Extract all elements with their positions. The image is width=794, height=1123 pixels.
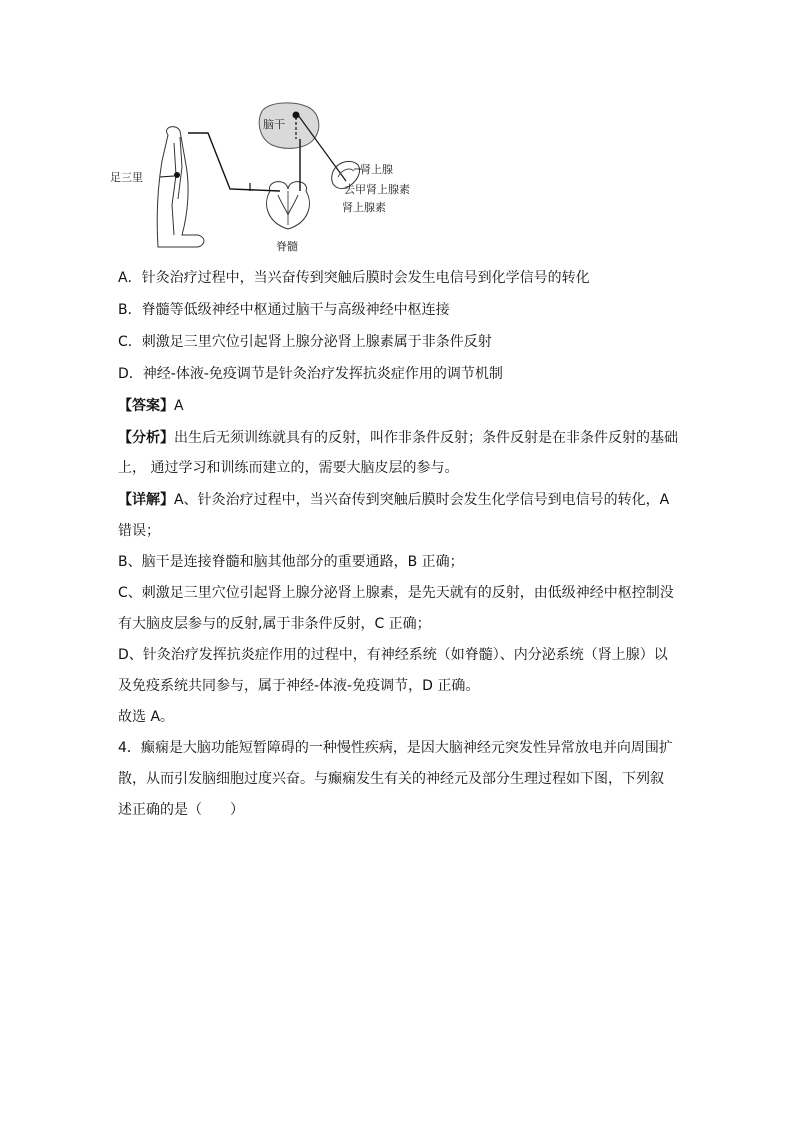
detail-a-line-1	[118, 490, 678, 510]
adrenal-gland-label: 肾上腺	[360, 163, 393, 176]
zusanli-point	[174, 172, 180, 178]
epinephrine-label: 肾上腺素	[342, 201, 386, 214]
analysis-tag: 【分析】	[118, 430, 174, 446]
detail-b: B、脑干是连接脊髓和脑其他部分的重要通路，B 正确；	[118, 554, 464, 570]
option-d: D．神经-体液-免疫调节是针灸治疗发挥抗炎症作用的调节机制	[118, 366, 503, 382]
brainstem-label: 脑干	[263, 118, 285, 131]
analysis-line-2: 上， 通过学习和训练而建立的，需要大脑皮层的参与。	[118, 460, 459, 476]
question-4-line-1: 4．癫痫是大脑功能短暂障碍的一种慢性疾病，是因大脑神经元突发性异常放电并向周围扩	[118, 740, 673, 756]
option-a: A．针灸治疗过程中，当兴奋传到突触后膜时会发生电信号到化学信号的转化	[118, 270, 590, 286]
option-b: B．脊髓等低级神经中枢通过脑干与高级神经中枢连接	[118, 302, 450, 318]
question-4-line-3: 述正确的是（ ）	[118, 802, 244, 818]
detail-c-line-1: C、刺激足三里穴位引起肾上腺分泌肾上腺素，是先天就有的反射，由低级神经中枢控制没	[118, 585, 674, 601]
leg-bone	[172, 143, 176, 235]
afferent-nerve	[188, 133, 280, 191]
question-4-line-2: 散，从而引发脑细胞过度兴奋。与癫痫发生有关的神经元及部分生理过程如下图，下列叙	[118, 771, 664, 787]
detail-tag: 【详解】	[118, 492, 174, 508]
answer-line	[118, 396, 678, 416]
acupuncture-diagram	[110, 95, 450, 260]
conclusion: 故选 A。	[118, 709, 175, 725]
leg-bone-2	[178, 137, 182, 199]
detail-a-line-2: 错误；	[118, 523, 160, 539]
spinal-cord-label: 脊髓	[276, 240, 298, 253]
adrenal-gland-inner	[338, 169, 354, 177]
detail-d-line-1: D、针灸治疗发挥抗炎症作用的过程中，有神经系统（如脊髓）、内分泌系统（肾上腺）以	[118, 647, 668, 663]
norepinephrine-label: 去甲肾上腺素	[344, 183, 410, 196]
option-c: C．刺激足三里穴位引起肾上腺分泌肾上腺素属于非条件反射	[118, 334, 492, 350]
diagram-svg	[110, 95, 450, 260]
zusanli-label: 足三里	[110, 171, 143, 184]
answer-tag: 【答案】	[118, 398, 174, 414]
detail-a-text: A、针灸治疗过程中，当兴奋传到突触后膜时会发生化学信号到电信号的转化，A	[174, 492, 670, 508]
zusanli-pointer	[160, 176, 174, 177]
analysis-text-1: 出生后无须训练就具有的反射，叫作非条件反射；条件反射是在非条件反射的基础	[174, 430, 678, 446]
detail-c-line-2: 有大脑皮层参与的反射,属于非条件反射，C 正确；	[118, 616, 431, 632]
efferent-nerve	[298, 115, 346, 181]
analysis-line-1	[118, 428, 678, 448]
detail-d-line-2: 及免疫系统共同参与，属于神经-体液-免疫调节，D 正确。	[118, 678, 480, 694]
answer-value: A	[174, 398, 184, 414]
